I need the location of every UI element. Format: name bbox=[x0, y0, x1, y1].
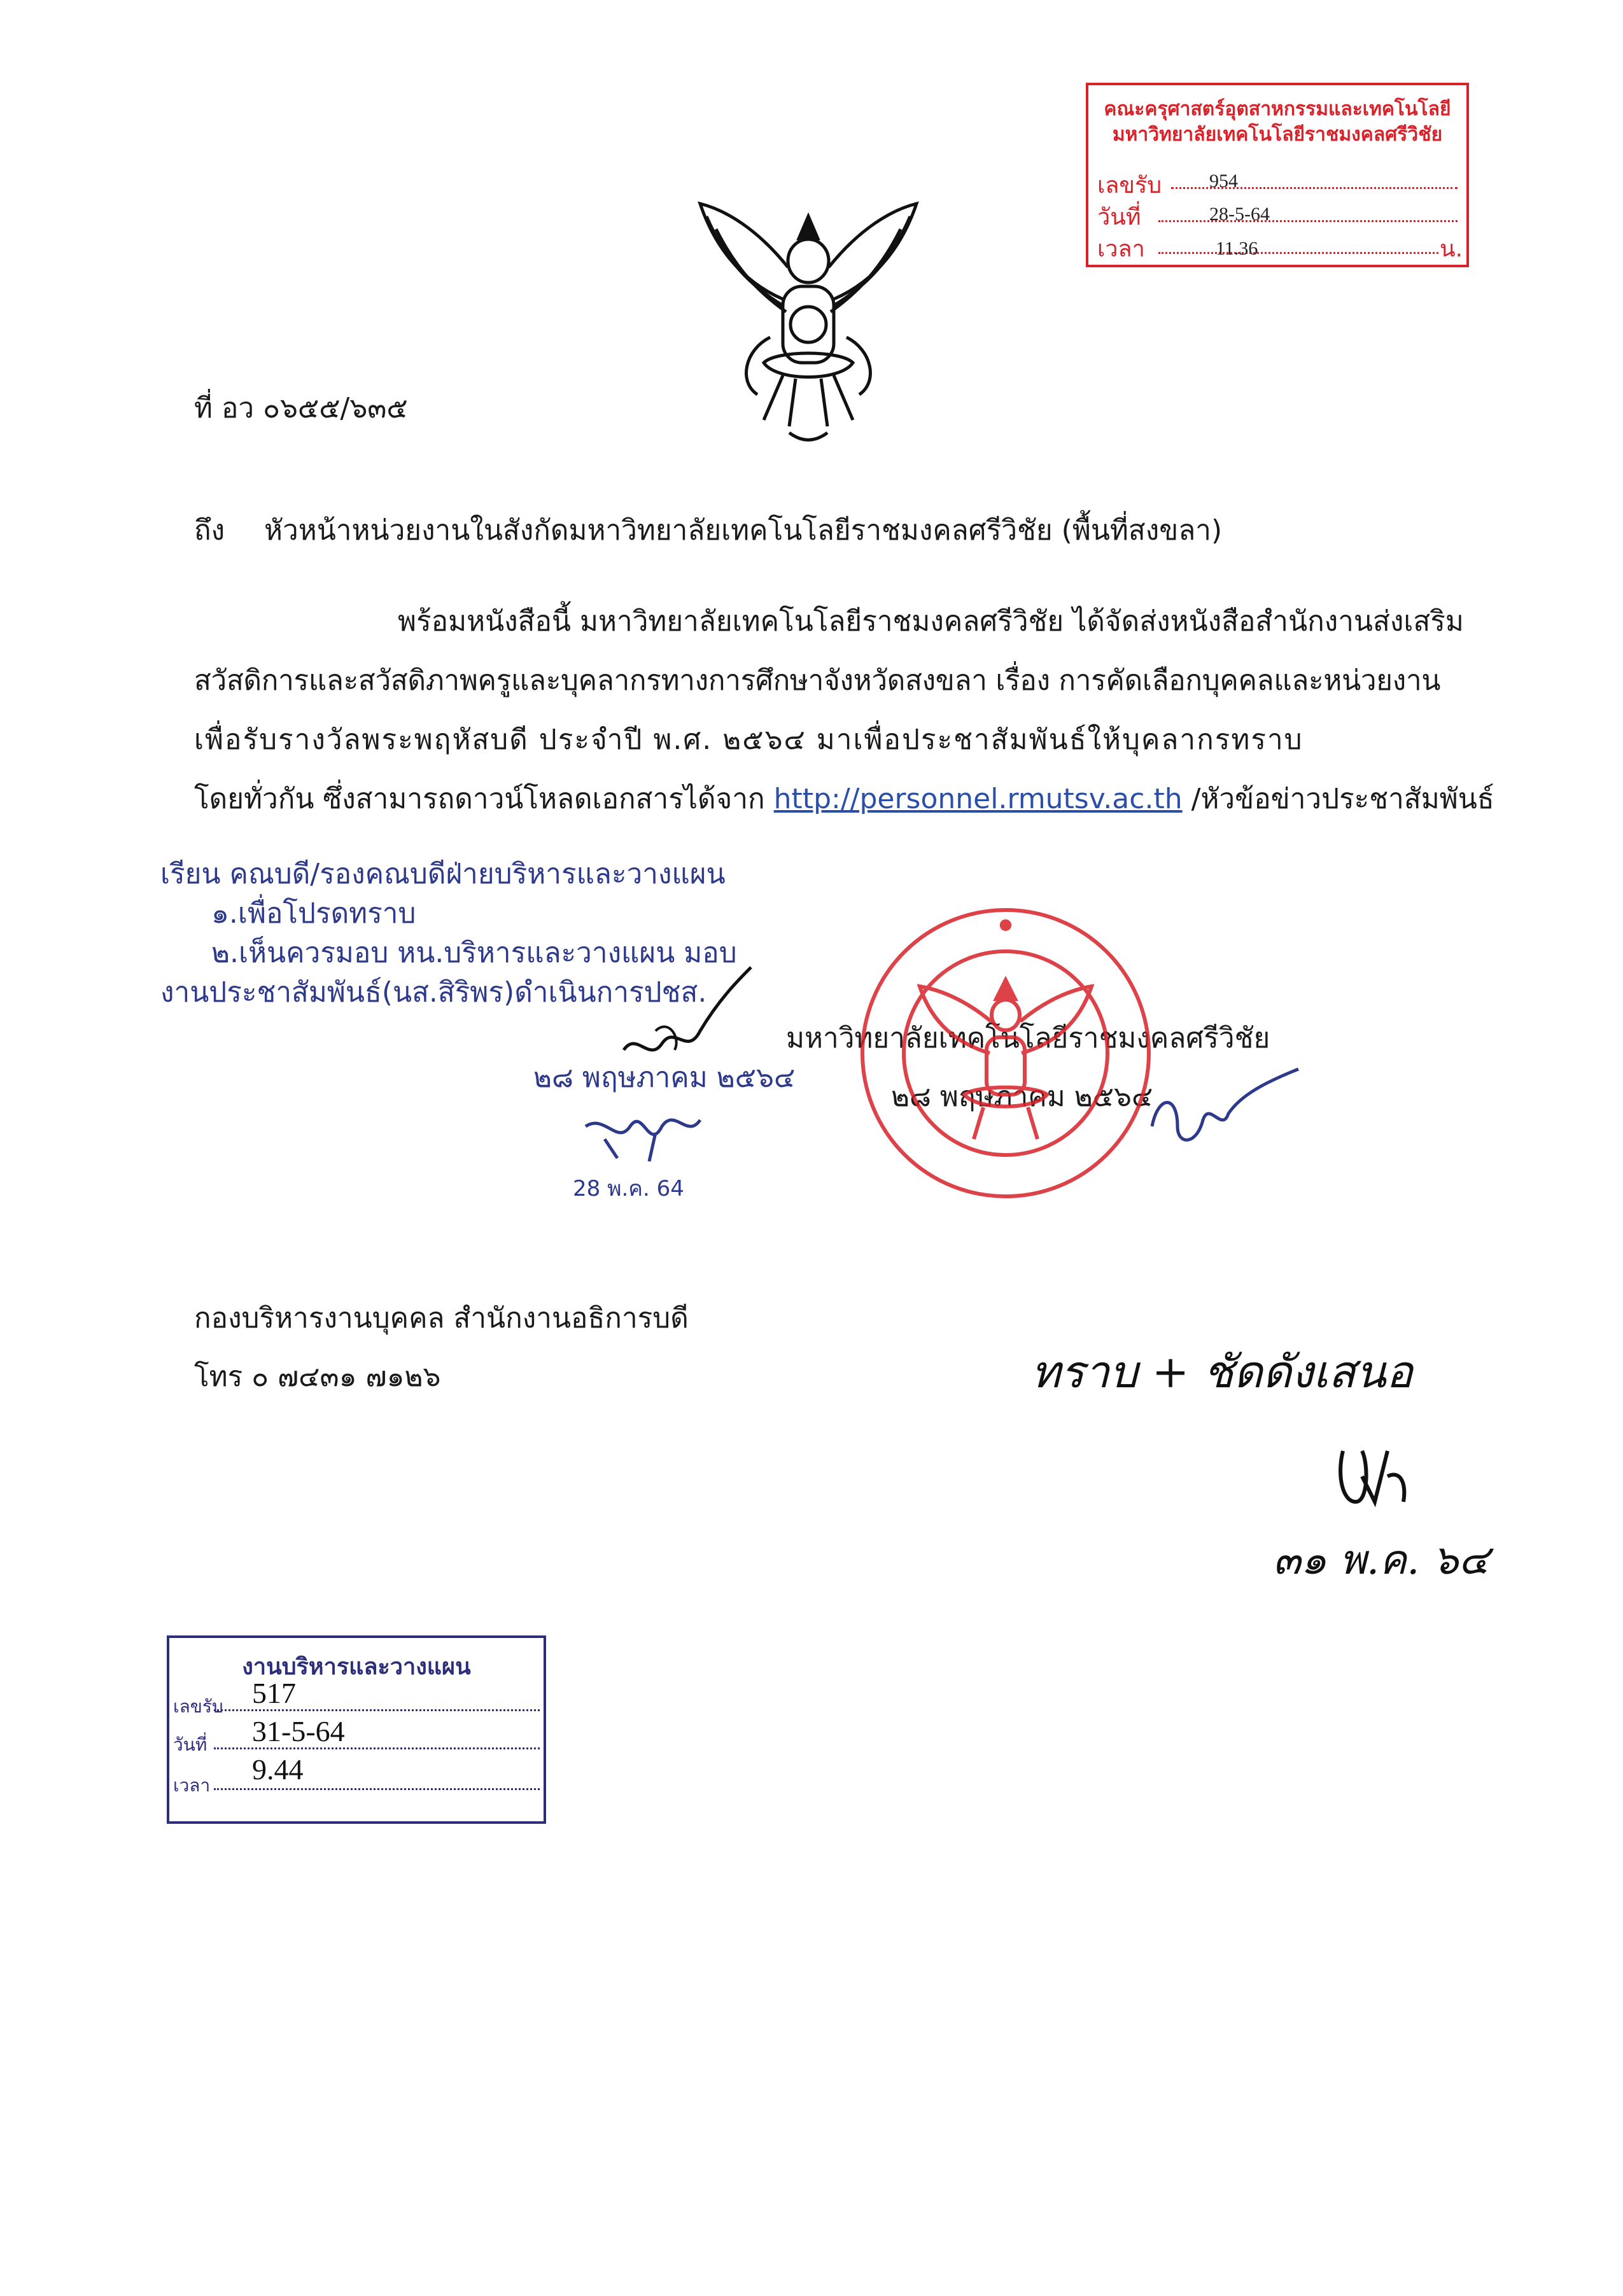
handwritten-date: ๓๑ พ.ค. ๖๔ bbox=[1273, 1537, 1489, 1584]
body-line-3: เพื่อรับรางวัลพระพฤหัสบดี ประจำปี พ.ศ. ๒๕๖๔ มาเพื่อประชาสัมพันธ์ให้บุคลากรทราบ bbox=[194, 724, 1303, 756]
minute-date: ๒๘ พฤษภาคม ๒๕๖๔ bbox=[533, 1061, 796, 1094]
stamp-time-suffix: น. bbox=[1440, 236, 1463, 262]
planning-dotted-line bbox=[214, 1709, 540, 1711]
minute-line-4: งานประชาสัมพันธ์(นส.สิริพร)ดำเนินการปชส. bbox=[160, 976, 707, 1009]
sender-organization: มหาวิทยาลัยเทคโนโลยีราชมงคลศรีวิชัย bbox=[786, 1022, 1270, 1054]
approver-signature bbox=[1330, 1425, 1419, 1515]
stamp-value-date: 28-5-64 bbox=[1209, 204, 1270, 225]
minute-date-short: 28 พ.ค. 64 bbox=[573, 1176, 684, 1201]
planning-stamp-title: งานบริหารและวางแผน bbox=[242, 1654, 471, 1680]
stamp-label-time: เวลา bbox=[1097, 236, 1145, 262]
minute-line-2: ๑.เพื่อโปรดทราบ bbox=[211, 897, 416, 930]
footer-department: กองบริหารงานบุคคล สำนักงานอธิการบดี bbox=[194, 1302, 689, 1334]
planning-stamp bbox=[167, 1635, 546, 1824]
stamp-label-number: เลขรับ bbox=[1097, 172, 1162, 199]
planning-label-date: วันที่ bbox=[173, 1734, 207, 1755]
planning-value-number: 517 bbox=[252, 1677, 296, 1709]
stamp-label-date: วันที่ bbox=[1097, 204, 1141, 230]
addressee: หัวหน้าหน่วยงานในสังกัดมหาวิทยาลัยเทคโนโลยีราชมงคลศรีวิชัย (พื้นที่สงขลา) bbox=[264, 514, 1223, 547]
reference-number: ที่ อว ๐๖๕๕/๖๓๕ bbox=[194, 392, 408, 424]
planning-label-number: เลขรับ bbox=[173, 1696, 223, 1717]
official-seal bbox=[856, 904, 1155, 1203]
stamp-dotted-line bbox=[1158, 252, 1438, 254]
garuda-emblem bbox=[687, 191, 929, 445]
body-line-2: สวัสดิการและสวัสดิภาพครูและบุคลากรทางการศึกษาจังหวัดสงขลา เรื่อง การคัดเลือกบุคคลและหน่วยงาน bbox=[194, 664, 1441, 697]
receive-stamp bbox=[1086, 83, 1469, 267]
minute-line-1: เรียน คณบดี/รองคณบดีฝ่ายบริหารและวางแผน bbox=[160, 858, 726, 890]
footer-phone: โทร ๐ ๗๔๓๑ ๗๑๒๖ bbox=[194, 1361, 441, 1393]
body-line-4-prefix: โดยทั่วกัน ซึ่งสามารถดาวน์โหลดเอกสารได้จาก bbox=[194, 783, 774, 815]
minute-line-3: ๒.เห็นควรมอบ หน.บริหารและวางแผน มอบ bbox=[211, 937, 737, 969]
to-label: ถึง bbox=[194, 514, 225, 547]
planning-value-date: 31-5-64 bbox=[252, 1715, 345, 1747]
stamp-value-time: 11.36 bbox=[1216, 238, 1258, 259]
planning-value-time: 9.44 bbox=[252, 1753, 304, 1786]
stamp-org-line2: มหาวิทยาลัยเทคโนโลยีราชมงคลศรีวิชัย bbox=[1112, 123, 1443, 146]
director-signature bbox=[1139, 1056, 1305, 1152]
sender-date: ๒๘ พฤษภาคม ๒๕๖๔ bbox=[891, 1081, 1153, 1113]
initials-signature bbox=[579, 1101, 706, 1165]
stamp-dotted-line bbox=[1158, 220, 1458, 222]
planning-dotted-line bbox=[214, 1788, 540, 1790]
personnel-website-link[interactable]: http://personnel.rmutsv.ac.th bbox=[773, 783, 1183, 815]
signature-mark bbox=[611, 955, 764, 1069]
body-line-1: พร้อมหนังสือนี้ มหาวิทยาลัยเทคโนโลยีราชมงคลศรีวิชัย ได้จัดส่งหนังสือสำนักงานส่งเสริม bbox=[398, 605, 1464, 638]
stamp-value-number: 954 bbox=[1209, 171, 1238, 192]
planning-label-time: เวลา bbox=[173, 1775, 211, 1796]
body-line-4 bbox=[194, 785, 1494, 813]
seal-text: ● bbox=[999, 915, 1013, 933]
handwritten-approval: ทราบ + ชัดดังเสนอ bbox=[1031, 1346, 1413, 1398]
stamp-org-line1: คณะครุศาสตร์อุตสาหกรรมและเทคโนโลยี bbox=[1104, 98, 1451, 120]
body-line-4-suffix: /หัวข้อข่าวประชาสัมพันธ์ bbox=[1182, 783, 1494, 815]
planning-dotted-line bbox=[214, 1747, 540, 1749]
